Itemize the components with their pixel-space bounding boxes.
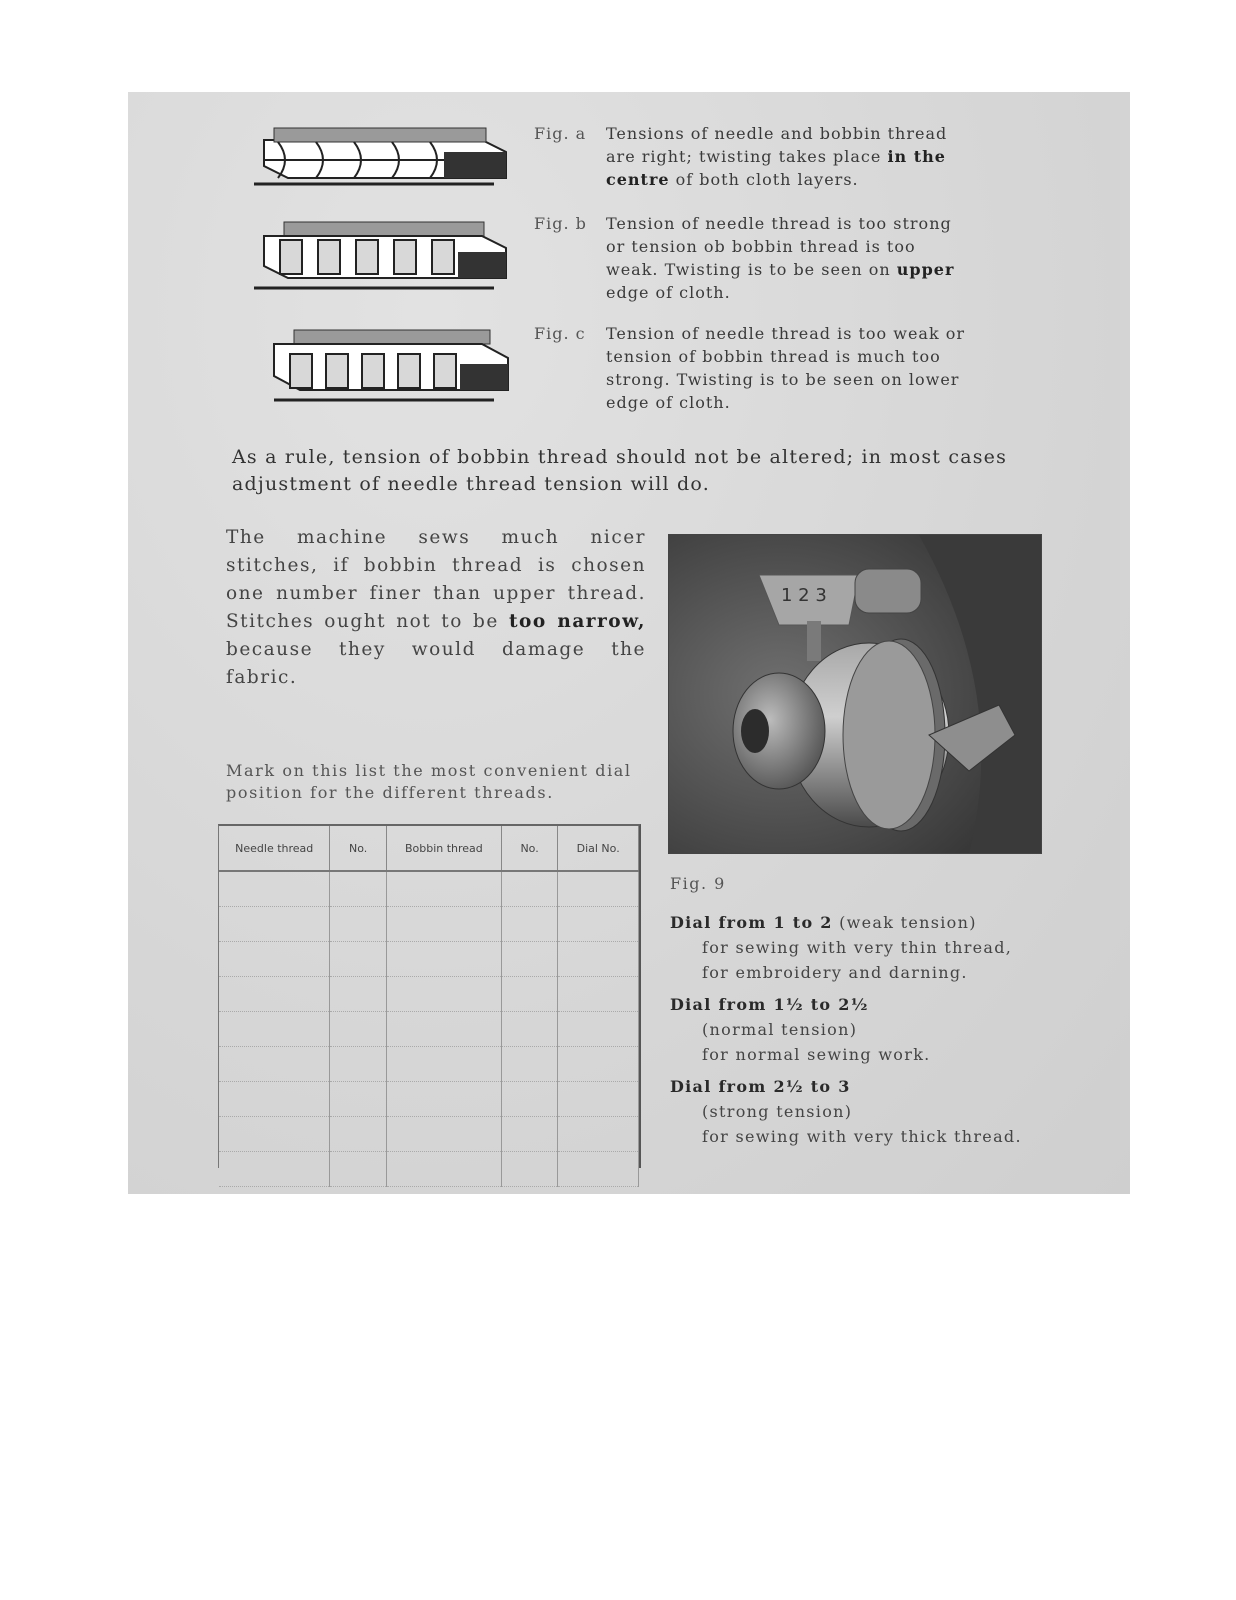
- table-cell[interactable]: [386, 1012, 501, 1047]
- dial-setting-strong-title: Dial from 2½ to 3: [670, 1077, 851, 1096]
- dial-setting-strong: [670, 1074, 1090, 1149]
- dial-setting-normal-line-1: (normal tension): [702, 1020, 858, 1039]
- table-cell[interactable]: [558, 1152, 639, 1187]
- dial-setting-normal-line-2: for normal sewing work.: [702, 1045, 931, 1064]
- table-cell[interactable]: [330, 871, 386, 907]
- table-row: [219, 977, 639, 1012]
- header-needle-no: No.: [330, 826, 386, 871]
- table-instructions: Mark on this list the most convenient dial position for the different threads.: [226, 761, 632, 802]
- dial-setting-normal: [670, 992, 1090, 1067]
- table-cell[interactable]: [219, 1012, 330, 1047]
- table-cell[interactable]: [219, 907, 330, 942]
- table-row: [219, 871, 639, 907]
- dial-setting-weak-line-3: for embroidery and darning.: [702, 963, 968, 982]
- table-cell[interactable]: [219, 977, 330, 1012]
- table-row: [219, 907, 639, 942]
- table-cell[interactable]: [386, 1082, 501, 1117]
- table-cell[interactable]: [219, 1047, 330, 1082]
- dial-setting-strong-line-1: (strong tension): [702, 1102, 853, 1121]
- stitch-illustration-b: [244, 218, 514, 298]
- table-row: [219, 942, 639, 977]
- table-cell[interactable]: [219, 942, 330, 977]
- table-cell[interactable]: [501, 1117, 557, 1152]
- header-bobbin-no: No.: [501, 826, 557, 871]
- table-cell[interactable]: [501, 1012, 557, 1047]
- stitch-illustration-a: [244, 122, 514, 196]
- table-cell[interactable]: [558, 907, 639, 942]
- table-cell[interactable]: [330, 1152, 386, 1187]
- figure-a-text: Tensions of needle and bobbin thread are right; twisting takes place in the centre of both cloth layers.: [606, 124, 948, 189]
- table-row: [219, 1117, 639, 1152]
- table-row: [219, 1047, 639, 1082]
- table-body: [219, 871, 639, 1187]
- table-cell[interactable]: [558, 1012, 639, 1047]
- table-cell[interactable]: [386, 871, 501, 907]
- table-cell[interactable]: [558, 871, 639, 907]
- header-bobbin-thread: Bobbin thread: [386, 826, 501, 871]
- table-row: [219, 1012, 639, 1047]
- table-cell[interactable]: [330, 907, 386, 942]
- table-cell[interactable]: [558, 1047, 639, 1082]
- figure-a-label: Fig. a: [534, 124, 587, 143]
- table-cell[interactable]: [558, 1082, 639, 1117]
- dial-setting-normal-title: Dial from 1½ to 2½: [670, 995, 869, 1014]
- table-row: [219, 1082, 639, 1117]
- table-cell[interactable]: [386, 1047, 501, 1082]
- table-cell[interactable]: [386, 1152, 501, 1187]
- table-cell[interactable]: [330, 1117, 386, 1152]
- table-cell[interactable]: [386, 907, 501, 942]
- table-cell[interactable]: [330, 942, 386, 977]
- header-needle-thread: Needle thread: [219, 826, 330, 871]
- thread-dial-table: [218, 824, 641, 1168]
- figure-c-label: Fig. c: [534, 324, 586, 343]
- table-cell[interactable]: [386, 1117, 501, 1152]
- table-cell[interactable]: [501, 1082, 557, 1117]
- table-cell[interactable]: [501, 942, 557, 977]
- table-cell[interactable]: [558, 977, 639, 1012]
- table-cell[interactable]: [330, 977, 386, 1012]
- stitch-advice-paragraph: The machine sews much nicer stitches, if bobbin thread is chosen one number finer than upper thread. Stitches ought not to be too narrow, because they would damage the fabric.: [226, 527, 646, 688]
- table-cell[interactable]: [558, 942, 639, 977]
- dial-number-marks: 1 2 3: [781, 585, 827, 606]
- dial-setting-strong-line-2: for sewing with very thick thread.: [702, 1127, 1022, 1146]
- table-cell[interactable]: [330, 1082, 386, 1117]
- table-cell[interactable]: [501, 977, 557, 1012]
- figure-b-label: Fig. b: [534, 214, 587, 233]
- dial-setting-weak-line-1: (weak tension): [839, 913, 977, 932]
- table-cell[interactable]: [330, 1012, 386, 1047]
- header-dial-no: Dial No.: [558, 826, 639, 871]
- scanned-page: [128, 92, 1130, 1194]
- dial-setting-weak-line-2: for sewing with very thin thread,: [702, 938, 1013, 957]
- figure-b-text: Tension of needle thread is too strong or tension ob bobbin thread is too weak. Twisting is to be seen on upper edge of cloth.: [606, 214, 955, 302]
- table-cell[interactable]: [501, 871, 557, 907]
- tension-rule-text: As a rule, tension of bobbin thread should not be altered; in most cases adjustment of needle thread tension will do.: [232, 446, 1008, 495]
- table-cell[interactable]: [386, 977, 501, 1012]
- table-cell[interactable]: [219, 1152, 330, 1187]
- table-cell[interactable]: [219, 1082, 330, 1117]
- figure-9-label: Fig. 9: [670, 874, 726, 893]
- table-cell[interactable]: [330, 1047, 386, 1082]
- table-cell[interactable]: [501, 1047, 557, 1082]
- table-cell[interactable]: [386, 942, 501, 977]
- dial-setting-weak-title: Dial from 1 to 2: [670, 913, 833, 932]
- tension-dial-image: [669, 535, 1041, 853]
- table-cell[interactable]: [219, 871, 330, 907]
- dial-setting-weak: [670, 910, 1090, 985]
- table-cell[interactable]: [501, 907, 557, 942]
- tension-dial-photo: [668, 534, 1042, 854]
- table-cell[interactable]: [219, 1117, 330, 1152]
- table-cell[interactable]: [501, 1152, 557, 1187]
- table-cell[interactable]: [558, 1117, 639, 1152]
- figure-c-text: Tension of needle thread is too weak or tension of bobbin thread is much too strong. Twisting is to be seen on lower edge of cloth.: [606, 324, 966, 412]
- stitch-illustration-c: [264, 326, 524, 410]
- table-row: [219, 1152, 639, 1187]
